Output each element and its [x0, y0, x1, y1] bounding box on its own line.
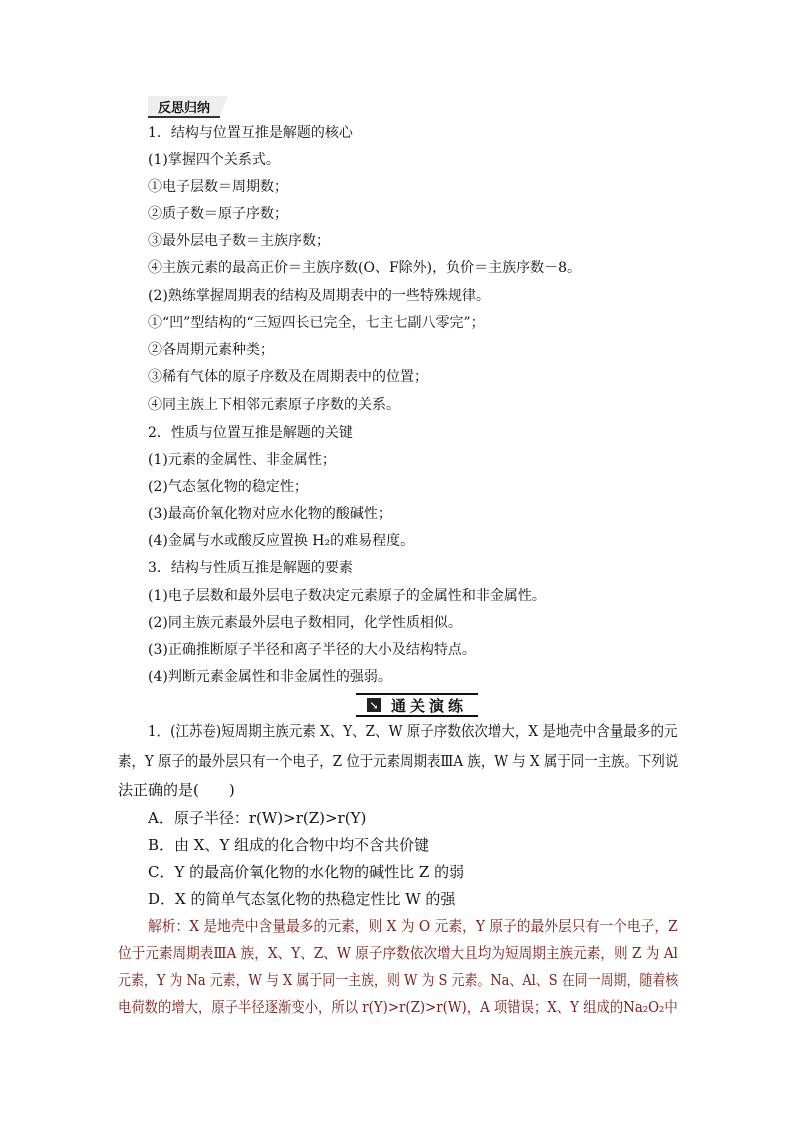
summary-line: ③最外层电子数＝主族序数；	[148, 233, 330, 249]
summary-line: (1)元素的金属性、非金属性；	[148, 452, 336, 468]
summary-line: ④主族元素的最高正价＝主族序数(O、F除外)，负价＝主族序数－8。	[148, 260, 582, 276]
summary-line: ②质子数＝原子序数；	[148, 206, 288, 222]
summary-line: ③稀有气体的原子序数及在周期表中的位置；	[148, 369, 428, 385]
summary-line: (2)同主族元素最外层电子数相同，化学性质相似。	[148, 615, 462, 631]
solution-line: 电荷数的增大，原子半径逐渐变小，所以 r(Y)>r(Z)>r(W)，A 项错误；X、Y 组成的Na₂O₂中	[118, 998, 678, 1016]
summary-line: (1)电子层数和最外层电子数决定元素原子的金属性和非金属性。	[148, 588, 546, 604]
practice-title: 通关演练	[390, 696, 467, 715]
summary-line: 2．性质与位置互推是解题的关键	[148, 425, 353, 441]
option-c: C．Y 的最高价氧化物的水化物的碱性比 Z 的弱	[148, 863, 465, 881]
summary-line: ①电子层数＝周期数；	[148, 179, 288, 195]
summary-line: 1．结构与位置互推是解题的核心	[148, 125, 353, 141]
question-line: 1．(江苏卷)短周期主族元素 X、Y、Z、W 原子序数依次增大，X 是地壳中含量最多的元	[148, 722, 678, 740]
solution-line: 解析：X 是地壳中含量最多的元素，则 X 为 O 元素，Y 原子的最外层只有一个电子，Z	[148, 917, 678, 935]
summary-line: (1)掌握四个关系式。	[148, 152, 280, 168]
summary-line: (3)正确推断原子半径和离子半径的大小及结构特点。	[148, 642, 476, 658]
summary-line: ①“凹”型结构的“三短四长已完全，七主七副八零完”；	[148, 315, 485, 331]
option-a: A．原子半径：r(W)>r(Z)>r(Y)	[148, 809, 367, 827]
solution-line: 位于元素周期表ⅢA 族，X、Y、Z、W 原子序数依次增大且均为短周期主族元素，则 Z 为 Al	[118, 944, 678, 962]
option-b: B．由 X、Y 组成的化合物中均不含共价键	[148, 836, 430, 854]
solution-line: 元素，Y 为 Na 元素，W 与 X 属于同一主族，则 W 为 S 元素。Na、Al、S 在同一周期，随着核	[118, 971, 679, 989]
summary-line: (4)判断元素金属性和非金属性的强弱。	[148, 669, 392, 685]
question-line: 素，Y 原子的最外层只有一个电子，Z 位于元素周期表ⅢA 族，W 与 X 属于同一主族。下列说	[118, 752, 679, 770]
section-tag: 反思归纳	[148, 96, 220, 118]
summary-line: 3．结构与性质互推是解题的要素	[148, 560, 353, 576]
summary-line: ④同主族上下相邻元素原子序数的关系。	[148, 397, 400, 413]
summary-line: (2)熟练掌握周期表的结构及周期表中的一些特殊规律。	[148, 288, 490, 304]
arrow-icon: ↘	[367, 698, 381, 712]
summary-line: (2)气态氢化物的稳定性；	[148, 479, 308, 495]
summary-line: (4)金属与水或酸反应置换 H₂的难易程度。	[148, 533, 415, 549]
summary-line: (3)最高价氧化物对应水化物的酸碱性；	[148, 506, 392, 522]
practice-header	[356, 693, 478, 717]
summary-line: ②各周期元素种类；	[148, 342, 274, 358]
option-d: D．X 的简单气态氢化物的热稳定性比 W 的强	[148, 890, 456, 908]
question-line: 法正确的是( )	[118, 781, 235, 799]
